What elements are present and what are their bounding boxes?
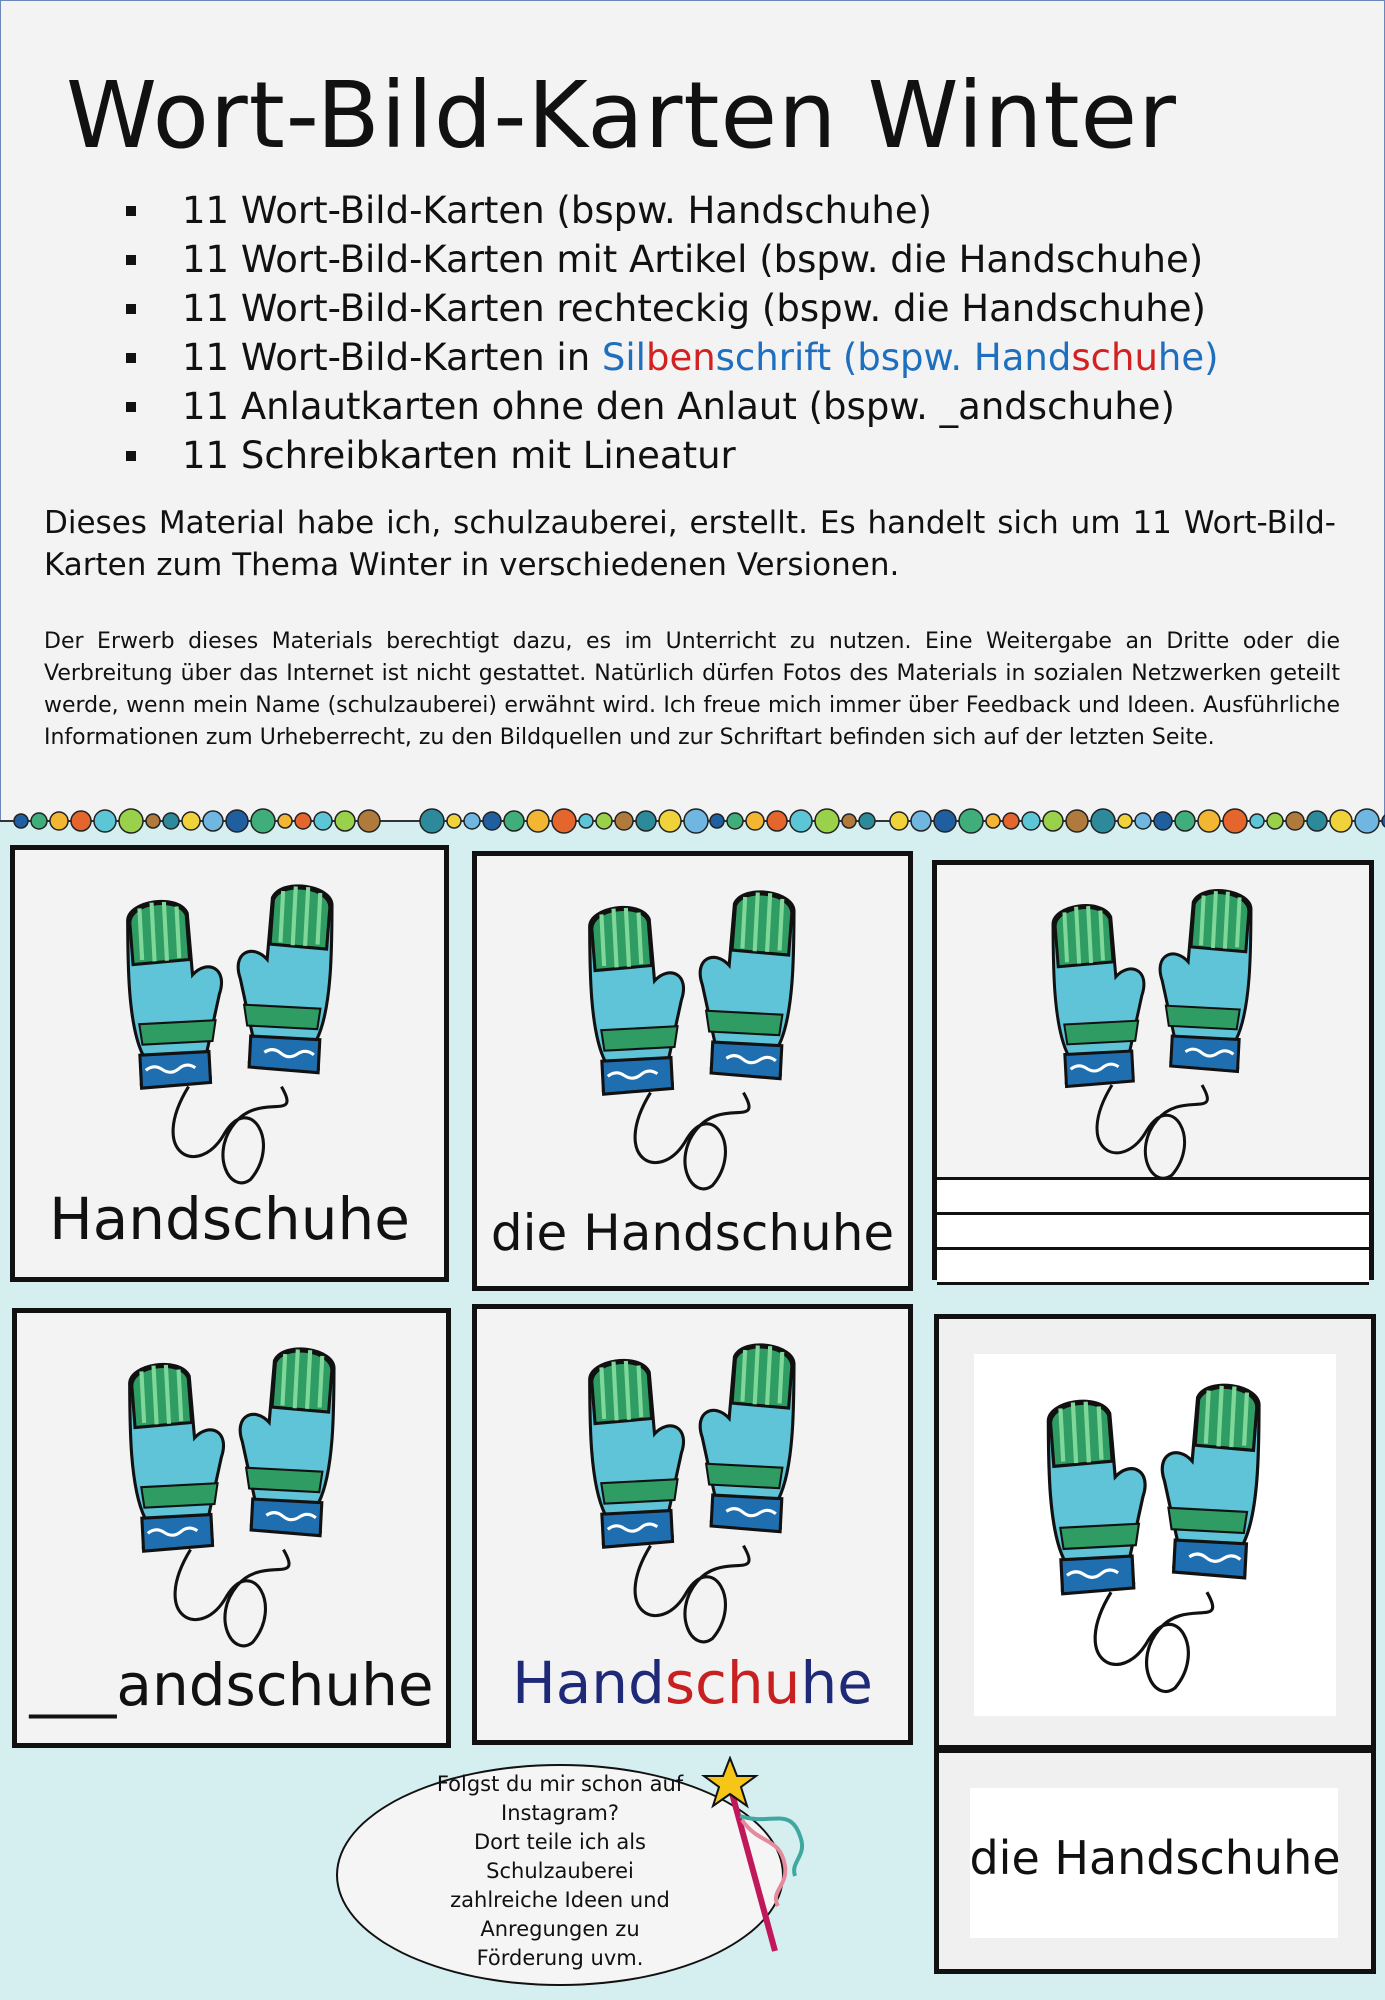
list-item bbox=[120, 431, 1219, 480]
list-item bbox=[120, 186, 1219, 235]
bubble-line: Folgst du mir schon auf bbox=[436, 1772, 684, 1796]
bead bbox=[684, 809, 708, 833]
bead bbox=[911, 811, 931, 831]
bead bbox=[934, 810, 956, 832]
silben-part: he bbox=[800, 1649, 873, 1717]
silben-part: ben bbox=[645, 336, 716, 379]
card-rect-image bbox=[934, 1314, 1376, 1750]
bead-garland bbox=[0, 796, 1385, 846]
bubble-line: zahlreiche Ideen und bbox=[450, 1888, 670, 1912]
bead bbox=[615, 812, 633, 830]
bead bbox=[552, 809, 576, 833]
card-silben bbox=[472, 1304, 913, 1745]
list-item-text: 11 Wort-Bild-Karten mit Artikel (bspw. die Handschuhe) bbox=[182, 238, 1204, 281]
list-item-text: 11 Wort-Bild-Karten in bbox=[182, 336, 602, 379]
bead bbox=[527, 810, 549, 832]
mittens-image bbox=[1022, 880, 1292, 1190]
bead bbox=[596, 813, 612, 829]
silben-part: Sil bbox=[601, 336, 646, 379]
bead bbox=[790, 810, 812, 832]
bead bbox=[504, 811, 524, 831]
bead bbox=[278, 814, 292, 828]
bead bbox=[50, 812, 68, 830]
bead bbox=[815, 809, 839, 833]
legal-paragraph: Der Erwerb dieses Materials berechtigt dazu, es im Unterricht zu nutzen. Eine Weitergabe an Dritte oder die Verbreitung über das Internet ist nicht gestattet. Natürlich dürfen Fotos des Materials in sozialen Netzwerken geteilt werde, wenn mein Name (schulzauberei) erwähnt wird. Ich freue mich immer über Feedback und Ideen. Ausführliche Informationen zum Urheberrecht, zu den Bildquellen und zur Schriftart befinden sich auf der letzten Seite. bbox=[44, 629, 1340, 750]
magic-wand-icon bbox=[700, 1756, 810, 1956]
list-item bbox=[120, 235, 1219, 284]
bead bbox=[727, 813, 743, 829]
mittens-image bbox=[562, 881, 832, 1201]
bead bbox=[710, 814, 724, 828]
card-rect-word bbox=[934, 1748, 1376, 1974]
bead bbox=[182, 812, 200, 830]
bead bbox=[659, 810, 681, 832]
bead bbox=[358, 810, 380, 832]
bubble-line: Dort teile ich als bbox=[474, 1830, 646, 1854]
silben-part: schrift (bspw. Hand bbox=[715, 336, 1072, 379]
bead bbox=[1267, 813, 1283, 829]
bead bbox=[1307, 811, 1327, 831]
card-article-label: die Handschuhe bbox=[490, 1204, 895, 1262]
list-item bbox=[120, 284, 1219, 333]
bead bbox=[14, 814, 28, 828]
card-anlaut bbox=[12, 1308, 451, 1748]
bead bbox=[146, 814, 160, 828]
list-item bbox=[120, 333, 1219, 382]
bead bbox=[71, 811, 91, 831]
bead bbox=[746, 812, 764, 830]
bead bbox=[31, 813, 47, 829]
mittens-image bbox=[562, 1334, 832, 1654]
feature-list bbox=[120, 186, 1219, 480]
bead bbox=[163, 813, 179, 829]
bead bbox=[251, 809, 275, 833]
list-item-text: 11 Wort-Bild-Karten (bspw. Handschuhe) bbox=[182, 189, 933, 232]
bubble-line: Förderung uvm. bbox=[476, 1946, 644, 1970]
list-item-text: 11 Schreibkarten mit Lineatur bbox=[182, 434, 736, 477]
intro-paragraph: Dieses Material habe ich, schulzauberei, erstellt. Es handelt sich um 11 Wort-Bild-Karten zum Thema Winter in verschiedenen Versionen. bbox=[44, 505, 1336, 583]
bead bbox=[226, 810, 248, 832]
silben-part: Hand bbox=[512, 1649, 665, 1717]
list-item bbox=[120, 382, 1219, 431]
bead bbox=[1154, 812, 1172, 830]
silben-part: schu bbox=[1071, 336, 1158, 379]
bead bbox=[1198, 810, 1220, 832]
mittens-image bbox=[100, 875, 370, 1195]
mittens-image bbox=[102, 1338, 372, 1658]
bead bbox=[767, 811, 787, 831]
card-writing-lines bbox=[932, 860, 1374, 1280]
bead bbox=[447, 814, 461, 828]
bubble-line: Instagram? bbox=[501, 1801, 619, 1825]
bead bbox=[1022, 812, 1040, 830]
bead bbox=[1175, 811, 1195, 831]
bead bbox=[1250, 814, 1264, 828]
bead bbox=[579, 814, 593, 828]
bead bbox=[1066, 810, 1088, 832]
bead bbox=[1043, 811, 1063, 831]
card-word-label: Handschuhe bbox=[49, 1185, 410, 1253]
bead bbox=[1286, 812, 1304, 830]
bead bbox=[859, 813, 875, 829]
bead bbox=[203, 811, 223, 831]
card-rect-label: die Handschuhe bbox=[969, 1831, 1341, 1885]
list-item-text: 11 Wort-Bild-Karten rechteckig (bspw. die Handschuhe) bbox=[182, 287, 1206, 330]
silben-part: he) bbox=[1157, 336, 1219, 379]
bead bbox=[842, 814, 856, 828]
bubble-line: Anregungen zu bbox=[480, 1917, 640, 1941]
bead bbox=[335, 811, 355, 831]
bead bbox=[959, 809, 983, 833]
card-anlaut-label: ___andschuhe bbox=[29, 1651, 434, 1719]
silben-part: schu bbox=[664, 1649, 801, 1717]
bead bbox=[1091, 809, 1115, 833]
card-word-article bbox=[472, 851, 913, 1291]
mittens-image bbox=[1014, 1374, 1304, 1704]
bead bbox=[986, 814, 1000, 828]
bead bbox=[890, 812, 908, 830]
card-silben-label bbox=[477, 1649, 908, 1717]
writing-lines bbox=[937, 1177, 1369, 1285]
bead bbox=[1330, 810, 1352, 832]
bead bbox=[1355, 809, 1379, 833]
bead bbox=[1223, 809, 1247, 833]
bead bbox=[295, 813, 311, 829]
bead bbox=[119, 809, 143, 833]
list-item-text: 11 Anlautkarten ohne den Anlaut (bspw. _andschuhe) bbox=[182, 385, 1175, 428]
bead bbox=[314, 812, 332, 830]
bead bbox=[464, 813, 480, 829]
bead bbox=[483, 812, 501, 830]
bead bbox=[1135, 813, 1151, 829]
page-title: Wort-Bild-Karten Winter bbox=[66, 62, 1177, 169]
bead bbox=[636, 811, 656, 831]
bubble-line: Schulzauberei bbox=[486, 1859, 634, 1883]
bead bbox=[94, 810, 116, 832]
bead bbox=[1003, 813, 1019, 829]
bead bbox=[420, 809, 444, 833]
bead bbox=[1118, 814, 1132, 828]
card-word bbox=[10, 845, 449, 1282]
